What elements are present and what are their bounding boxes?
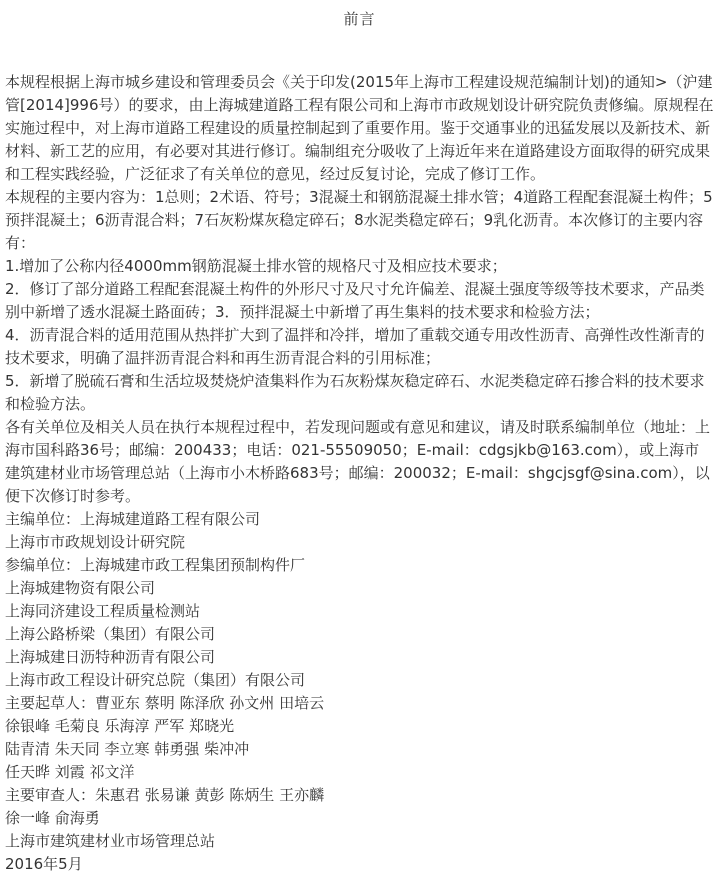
paragraph: 上海市建筑建材业市场管理总站 bbox=[5, 832, 216, 850]
paragraph: 徐银峰 毛菊良 乐海淳 严军 郑晓光 bbox=[5, 717, 235, 735]
paragraph: 上海城建日沥特种沥青有限公司 bbox=[5, 648, 216, 666]
page-title: 前言 bbox=[343, 10, 376, 28]
paragraph: 上海市市政规划设计研究院 bbox=[5, 533, 186, 551]
paragraph: 2．修订了部分道路工程配套混凝土构件的外形尺寸及尺寸允许偏差、混凝土强度等级等技术要求，产品类别中新增了透水混凝土路面砖；3．预拌混凝土中新增了再生集料的技术要求和检验方法； bbox=[5, 280, 705, 321]
paragraph: 4．沥青混合料的适用范围从热拌扩大到了温拌和冷拌，增加了重载交通专用改性沥青、高弹性改性渐青的技术要求，明确了温拌沥青混合料和再生沥青混合料的引用标准； bbox=[5, 326, 705, 367]
paragraph: 各有关单位及相关人员在执行本规程过程中，若发现问题或有意见和建议，请及时联系编制单位（地址：上海市国科路36号；邮编：200433；电话：021-55509050；E-mail：cdgsjkb@163.com），或上海市建筑建材业市场管理总站（上海市小木桥路683号；邮编：200032；E-mail：shgcjsgf@sina.com），以便下次修订时参考。 bbox=[5, 418, 711, 505]
paragraph: 参编单位：上海城建市政工程集团预制构件厂 bbox=[5, 556, 306, 574]
paragraph: 上海同济建设工程质量检测站 bbox=[5, 602, 201, 620]
paragraph: 上海市政工程设计研究总院（集团）有限公司 bbox=[5, 671, 306, 689]
paragraph: 任天晔 刘霞 祁文洋 bbox=[5, 763, 135, 781]
paragraph: 主要起草人：曹亚东 蔡明 陈泽欣 孙文州 田培云 bbox=[5, 694, 325, 712]
paragraph: 5．新增了脱硫石膏和生活垃圾焚烧炉渣集料作为石灰粉煤灰稳定碎石、水泥类稳定碎石掺合料的技术要求和检验方法。 bbox=[5, 372, 705, 413]
paragraph: 本规程根据上海市城乡建设和管理委员会《关于印发(2015年上海市工程建设规范编制计划)的通知>（沪建管[2014]996号）的要求，由上海城建道路工程有限公司和上海市市政规划设计研究院负责修编。原规程在实施过程中，对上海市道路工程建设的质量控制起到了重要作用。鉴于交通事业的迅猛发展以及新技术、新材料、新工艺的应用，有必要对其进行修订。编制组充分吸收了上海近年来在道路建设方面取得的研究成果和工程实践经验，广泛征求了有关单位的意见，经过反复讨论，完成了修订工作。 bbox=[5, 73, 714, 183]
paragraph: 2016年5月 bbox=[5, 855, 83, 873]
paragraph: 主要审查人：朱惠君 张易谦 黄彭 陈炳生 王亦麟 bbox=[5, 786, 325, 804]
paragraph: 主编单位：上海城建道路工程有限公司 bbox=[5, 510, 261, 528]
document-body bbox=[5, 71, 714, 876]
paragraph: 本规程的主要内容为：1总则；2术语、符号；3混凝土和钢筋混凝土排水管；4道路工程配套混凝土构件；5预拌混凝土；6沥青混合料；7石灰粉煤灰稳定碎石；8水泥类稳定碎石；9乳化沥青。本次修订的主要内容有： bbox=[5, 188, 713, 252]
paragraph: 徐一峰 俞海勇 bbox=[5, 809, 100, 827]
paragraph: 陆青清 朱天同 李立寒 韩勇强 柴冲冲 bbox=[5, 740, 250, 758]
paragraph: 上海公路桥梁（集团）有限公司 bbox=[5, 625, 216, 643]
paragraph: 1.增加了公称内径4000mm钢筋混凝土排水管的规格尺寸及相应技术要求； bbox=[5, 257, 507, 275]
paragraph: 上海城建物资有限公司 bbox=[5, 579, 156, 597]
